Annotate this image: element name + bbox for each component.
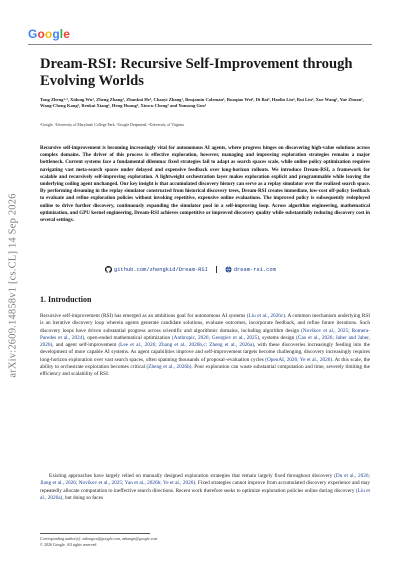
intro-paragraph xyxy=(40,473,370,502)
citation-link[interactable]: (Lee et al., 2026; Zhang et al., 2026b,c; Zheng et al., 2026a) xyxy=(118,342,254,348)
paragraph-text: , and agent self-improvement xyxy=(52,342,119,348)
citation-link[interactable]: (OpenAI, 2026; Ye et al., 2026) xyxy=(265,356,333,363)
project-links xyxy=(105,266,325,273)
globe-icon xyxy=(225,266,232,273)
paragraph-text: . At this scale, the ability to orchestrate exploration becomes critical xyxy=(40,356,370,370)
citation-link[interactable]: (Du et al., 2026; Jiang et al., 2026; Novikov et al., 2025; Yan et al., 2026b; Ye et al., 2026) xyxy=(40,473,371,487)
logo-letter: g xyxy=(52,27,60,41)
citation-link[interactable]: (Liu et al., 2026c) xyxy=(246,313,285,319)
paragraph-text: Recursive self-improvement (RSI) has emerged as an ambitious goal for autonomous AI systems xyxy=(40,313,247,319)
github-icon xyxy=(105,266,112,273)
footnote xyxy=(40,536,370,548)
arxiv-stamp-text: arXiv:2609.14858v1 [cs.CL] 14 Sep 2026 xyxy=(7,192,19,378)
logo-letter: l xyxy=(59,27,64,41)
website-link-label: dream-rsi.com xyxy=(233,266,276,273)
logo-letter: o xyxy=(37,27,45,41)
paragraph-text: . A common mechanism underlying RSI is an iterative discovery loop wherein agents generate candidate solutions, evaluate outcomes, incorporate feedback, and refine future iterations. Such discovery loops have driven substantial progress across scientific and algorithmic domains, including algorithm design xyxy=(40,313,370,334)
intro-paragraph xyxy=(40,313,370,378)
logo-letter: e xyxy=(63,27,70,41)
citation-link[interactable]: (Zheng et al., 2026b) xyxy=(146,363,192,370)
author-list: Tong Zheng¹·², Xidong Wu¹, Zheng Zhang¹, Zhankui He³, Chaoyi Zhang¹, Benjamin Coleman³, Ruoqiao Wei¹, Di Bai³, Haolin Liu⁴, Rui Liu², Xue Wang¹, Yue Zhuan¹, Wang-Cheng Kang³, Renkai Xiang¹, Heng Huang², Xinwu Cheng³ and Yunsong Guo¹ xyxy=(40,97,364,109)
section-heading: 1. Introduction xyxy=(40,295,92,304)
copyright: © 2026 Google. All rights reserved xyxy=(40,541,97,547)
logo-letter: o xyxy=(44,27,53,41)
page-header xyxy=(0,0,400,44)
link-separator xyxy=(216,266,217,273)
paragraph-text: . Poor exploration can waste substantial computation and time, severely limiting the efficiency and scalability of RSI. xyxy=(40,363,370,377)
arxiv-stamp xyxy=(2,135,24,435)
google-logo xyxy=(28,27,70,41)
affiliations: ¹Google, ²University of Maryland, College Park, ³Google Deepmind, ⁴University of Virginia xyxy=(40,123,184,127)
citation-link[interactable]: (Novikov et al., 2025; Romera-Paredes et al., 2024) xyxy=(40,327,370,341)
paragraph-text: Existing approaches have largely relied on manually designed exploration strategies that remain largely fixed throughout discovery xyxy=(49,473,335,479)
github-link-label: github.com/zhengkid/Dream-RSI xyxy=(114,266,208,273)
footnote-divider xyxy=(40,533,150,534)
citation-link[interactable]: (Anthropic, 2026; Georgiev et al., 2025) xyxy=(171,334,260,341)
header-divider xyxy=(28,44,372,45)
paragraph-text: , but doing so faces xyxy=(62,494,103,501)
corresponding-authors: Corresponding author(s): xidongwu@google.com, zzhangn@google.com xyxy=(40,536,158,541)
paper-title: Dream-RSI: Recursive Self-Improvement through Evolving Worlds xyxy=(40,56,353,89)
logo-letter: G xyxy=(28,27,38,41)
abstract: Recursive self-improvement is becoming increasingly vital for autonomous AI agents, where progress hinges on discovering high-value solutions across complex domains. The driver of this process is effective exploration, however, managing and improving exploration strategies remains a major bottleneck. Current systems face a fundamental dilemma: fixed strategies fail to adapt as search spaces scale, while online policy optimization requires navigating vast meta-search spaces under delayed and expensive feedback over long-horizon rollouts. We introduce Dream-RSI, a framework for scalable and recursively self-improving exploration. A lightweight orchestration layer makes exploration explicit and programmable while leaving the underlying coding agent unchanged. Our key insight is that accumulated discovery history can serve as a replay simulator over the realized search space. By performing dreaming in the replay simulator constructed from historical discovery trees, Dream-RSI creates immediate, low-cost off-policy feedback to evaluate and refine exploration policies without invoking repetitive, expensive online evaluations. The improved policy is subsequently redeployed online to drive further discovery, continuously expanding the simulator pool in a self-improving loop. Across algorithm engineering, mathematical optimization, and GPU kernel engineering, Dream-RSI achieves competitive or improved discovery quality while substantially reducing discovery cost in several settings. xyxy=(40,145,370,224)
paragraph-text: , with these discoveries increasingly feeding into the development of more capable AI systems. As agent capabilities improve and self-improvement targets become challenging, discovery increasingly requires long-horizon exploration over vast search spaces, often spanning thousands of proposal–evaluation cycles xyxy=(40,342,370,363)
paragraph-text: , open-ended mathematical optimization xyxy=(84,334,172,341)
citation-link[interactable]: (Liu et al., 2026a) xyxy=(40,487,371,501)
paragraph-text: . Fixed strategies cannot improve from accumulated discovery experience and may repeatedly allocate computation to ineffective search directions. Recent work therefore seeks to optimize exploration policies online during discovery xyxy=(40,480,370,494)
github-link[interactable] xyxy=(105,266,208,273)
website-link[interactable] xyxy=(225,266,276,273)
paragraph-text: , systems design xyxy=(259,334,297,341)
citation-link[interactable]: (Cao et al., 2026; Jaber and Jaber, 2026) xyxy=(40,334,370,348)
